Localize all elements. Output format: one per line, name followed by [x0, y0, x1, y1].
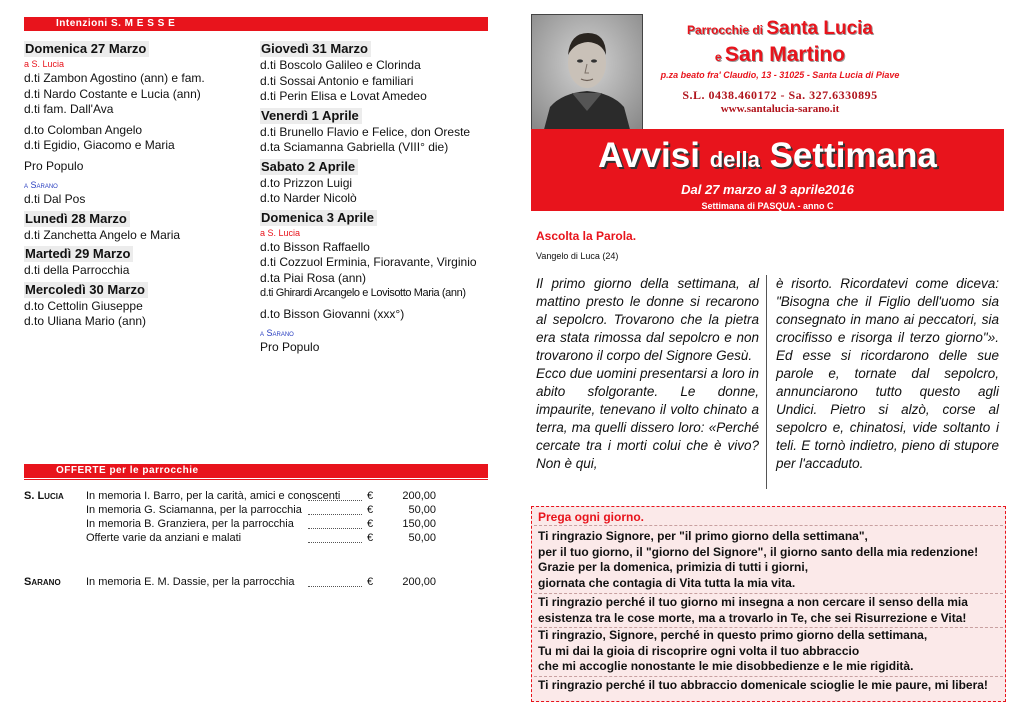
mass-intention: d.ti Zambon Agostino (ann) e fam. — [24, 71, 205, 85]
offering-currency: € — [367, 490, 374, 502]
gospel-text-col2: è risorto. Ricordatevi come diceva: "Bisogna che il Figlio dell'uomo sia consegnato in mano ai peccatori, sia crocifisso e risorga il terzo giorno"». Ed esse si ricordarono delle sue parole e, tornate dal sepolcro, annunciarono tutto questo agli Undici. Pietro si alzò, corse al sepolcro e, chinatosi, vide soltanto i teli. E tornò indietro, pieno di stupore per l'accaduto. — [776, 276, 999, 471]
offering-parish: S. Lucia — [24, 490, 64, 502]
offering-amount: 50,00 — [408, 532, 436, 544]
offering-currency: € — [367, 532, 374, 544]
offering-description: In memoria G. Sciamanna, per la parrocchia — [86, 504, 302, 516]
prayer-paragraph-2 — [538, 595, 1000, 626]
parish-line-1: Parrocchie di Santa Lucia — [686, 18, 874, 39]
masses-column-right — [260, 38, 492, 356]
offering-description: In memoria B. Granziera, per la parrocchia — [86, 518, 294, 530]
prayer-line: Ti ringrazio Signore, per "il primo giorno della settimana", — [538, 529, 868, 543]
masses-header-bar — [24, 17, 488, 31]
mass-day-block — [260, 207, 492, 356]
prayer-line: Ti ringrazio perché il tuo abbraccio domenicale scioglie le mie paure, mi libera! — [538, 678, 988, 692]
prayer-paragraph-1 — [538, 529, 1000, 591]
mass-day-title: Venerdì 1 Aprile — [260, 108, 362, 124]
prayer-paragraph-3 — [538, 628, 1000, 675]
parish-line-2: e San Martino — [714, 43, 846, 66]
mass-day-title: Giovedì 31 Marzo — [260, 41, 371, 57]
mass-day-block — [260, 38, 492, 105]
mass-intention: d.ti Boscolo Galileo e Clorinda — [260, 58, 421, 72]
offering-amount: 200,00 — [402, 576, 436, 588]
mass-intention: d.to Prizzon Luigi — [260, 175, 353, 190]
gospel-reference: Vangelo di Luca (24) — [536, 251, 619, 261]
mass-location: a Sarano — [24, 180, 58, 190]
mass-intention: d.to Narder Nicolò — [260, 191, 357, 205]
mass-intention: d.ti Brunello Flavio e Felice, don Oreste — [260, 124, 471, 139]
prayer-line: Ti ringrazio, Signore, perché in questo primo giorno della settimana, — [538, 628, 928, 642]
parish-website[interactable]: www.santalucia-sarano.it — [720, 103, 840, 115]
offering-parish: Sarano — [24, 576, 61, 588]
offering-currency: € — [367, 518, 374, 530]
gospel-heading: Ascolta la Parola. — [536, 229, 637, 243]
mass-location: a S. Lucia — [260, 227, 301, 238]
blessed-claudio-portrait — [531, 14, 643, 138]
offering-leader-dots — [308, 500, 362, 501]
mass-intention: d.ti Cozzuol Erminia, Fioravante, Virginio — [260, 255, 477, 269]
mass-day-title: Sabato 2 Aprile — [260, 159, 358, 175]
mass-intention: d.ti fam. Dall'Ava — [24, 102, 114, 116]
prayer-line: Grazie per la domenica, primizia di tutti i giorni, — [538, 560, 809, 574]
gospel-column-divider — [766, 275, 767, 489]
mass-location: a S. Lucia — [24, 59, 65, 69]
mass-intention: d.ti della Parrocchia — [24, 263, 130, 277]
mass-intention: d.ta Piai Rosa (ann) — [260, 270, 367, 285]
prayer-line: giornata che contagia di Vita tutta la mia vita. — [538, 575, 796, 590]
offering-amount: 50,00 — [408, 504, 436, 516]
offering-row — [24, 575, 436, 589]
offering-row — [24, 489, 436, 503]
mass-intention: d.ti Ghirardi Arcangelo e Lovisotto Maria (ann) — [260, 287, 466, 299]
banner-dates: Dal 27 marzo al 3 aprile2016 — [681, 182, 854, 197]
mass-intention: d.ti Egidio, Giacomo e Maria — [24, 138, 175, 152]
offering-amount: 200,00 — [402, 490, 436, 502]
masses-header: Intenzioni S. M E S S E — [56, 18, 176, 29]
prayer-separator — [534, 593, 1003, 594]
offering-currency: € — [367, 504, 374, 516]
mass-intention: d.ti Perin Elisa e Lovat Amedeo — [260, 89, 427, 103]
mass-day-title: Domenica 3 Aprile — [260, 210, 377, 226]
mass-intention: d.to Bisson Giovanni (xxx°) — [260, 306, 405, 321]
offering-amount: 150,00 — [402, 518, 436, 530]
offering-description: Offerte varie da anziani e malati — [86, 532, 242, 544]
prayer-separator — [534, 676, 1003, 677]
mass-day-title: Mercoledì 30 Marzo — [24, 282, 148, 298]
mass-intention: d.ta Sciamanna Gabriella (VIII° die) — [260, 140, 449, 154]
offering-leader-dots — [308, 542, 362, 543]
mass-intention: Pro Populo — [260, 340, 320, 354]
mass-day-block — [24, 208, 252, 244]
offering-currency: € — [367, 576, 374, 588]
gospel-text-col1: Il primo giorno della settimana, al mattino presto le donne si recarono al sepolcro. Trovarono che la pietra era stata rimossa dal sepolcro e non trovarono il corpo del Signore Gesù. Ecco due uomini presentarsi a loro in abito sfolgorante. Le donne, impaurite, tenevano il volto chinato a terra, ma quelli dissero loro: «Perché cercate tra i morti colui che è vivo? Non è qui, — [536, 276, 759, 471]
prayer-box — [531, 506, 1006, 702]
offering-leader-dots — [308, 586, 362, 587]
offering-row — [24, 517, 436, 531]
prayer-heading: Prega ogni giorno. — [538, 510, 645, 524]
offering-row — [24, 503, 436, 517]
offerings-header-bar — [24, 464, 488, 478]
offerings-divider — [24, 479, 488, 480]
mass-intention: d.to Colomban Angelo — [24, 122, 143, 137]
parish-address: p.za beato fra' Claudio, 13 - 31025 - Santa Lucia di Piave — [660, 70, 900, 80]
mass-day-block — [260, 105, 492, 156]
prayer-line: esistenza tra le cose morte, ma a trovarlo in Te, che sei Risurrezione e Vita! — [538, 610, 967, 625]
mass-intention: d.to Cettolin Giuseppe — [24, 298, 143, 313]
offering-leader-dots — [308, 528, 362, 529]
prayer-line: che mi accoglie nonostante le mie disobbedienze e le mie rigidità. — [538, 659, 914, 673]
weekly-notices-banner — [531, 129, 1004, 211]
mass-intention: d.ti Sossai Antonio e familiari — [260, 73, 414, 88]
mass-intention: d.to Uliana Mario (ann) — [24, 314, 147, 328]
mass-location: a Sarano — [260, 328, 294, 338]
mass-day-block — [24, 243, 252, 279]
offering-row — [24, 531, 436, 545]
prayer-line: per il tuo giorno, il "giorno del Signore", il giorno santo della mia redenzione! — [538, 544, 979, 559]
mass-day-title: Domenica 27 Marzo — [24, 41, 149, 57]
mass-day-block — [260, 156, 492, 207]
offering-leader-dots — [308, 514, 362, 515]
prayer-line: Tu mi dai la gioia di riscoprire ogni volta il tuo abbraccio — [538, 643, 860, 658]
mass-intention: d.ti Zanchetta Angelo e Maria — [24, 227, 181, 242]
mass-day-block — [24, 279, 252, 330]
masses-column-left — [24, 38, 252, 330]
offerings-header: OFFERTE per le parrocchie — [56, 465, 199, 476]
mass-intention: Pro Populo — [24, 158, 84, 173]
prayer-paragraph-4 — [538, 678, 1000, 694]
prayer-separator — [534, 525, 1003, 526]
banner-week: Settimana di PASQUA - anno C — [701, 201, 834, 211]
prayer-line: Ti ringrazio perché il tuo giorno mi insegna a non cercare il senso della mia — [538, 595, 968, 609]
mass-intention: d.ti Dal Pos — [24, 192, 86, 206]
mass-intention: d.to Bisson Raffaello — [260, 239, 370, 254]
mass-day-title: Lunedì 28 Marzo — [24, 211, 130, 227]
offering-description: In memoria I. Barro, per la carità, amici e conoscenti — [86, 490, 341, 502]
offering-description: In memoria E. M. Dassie, per la parrocchia — [86, 576, 295, 588]
mass-day-block — [24, 38, 252, 208]
mass-day-title: Martedì 29 Marzo — [24, 246, 133, 262]
parish-phones: S.L. 0438.460172 - Sa. 327.6330895 — [682, 88, 878, 102]
banner-title: Avvisi della Settimana — [598, 136, 937, 175]
mass-intention: d.ti Nardo Costante e Lucia (ann) — [24, 86, 201, 101]
